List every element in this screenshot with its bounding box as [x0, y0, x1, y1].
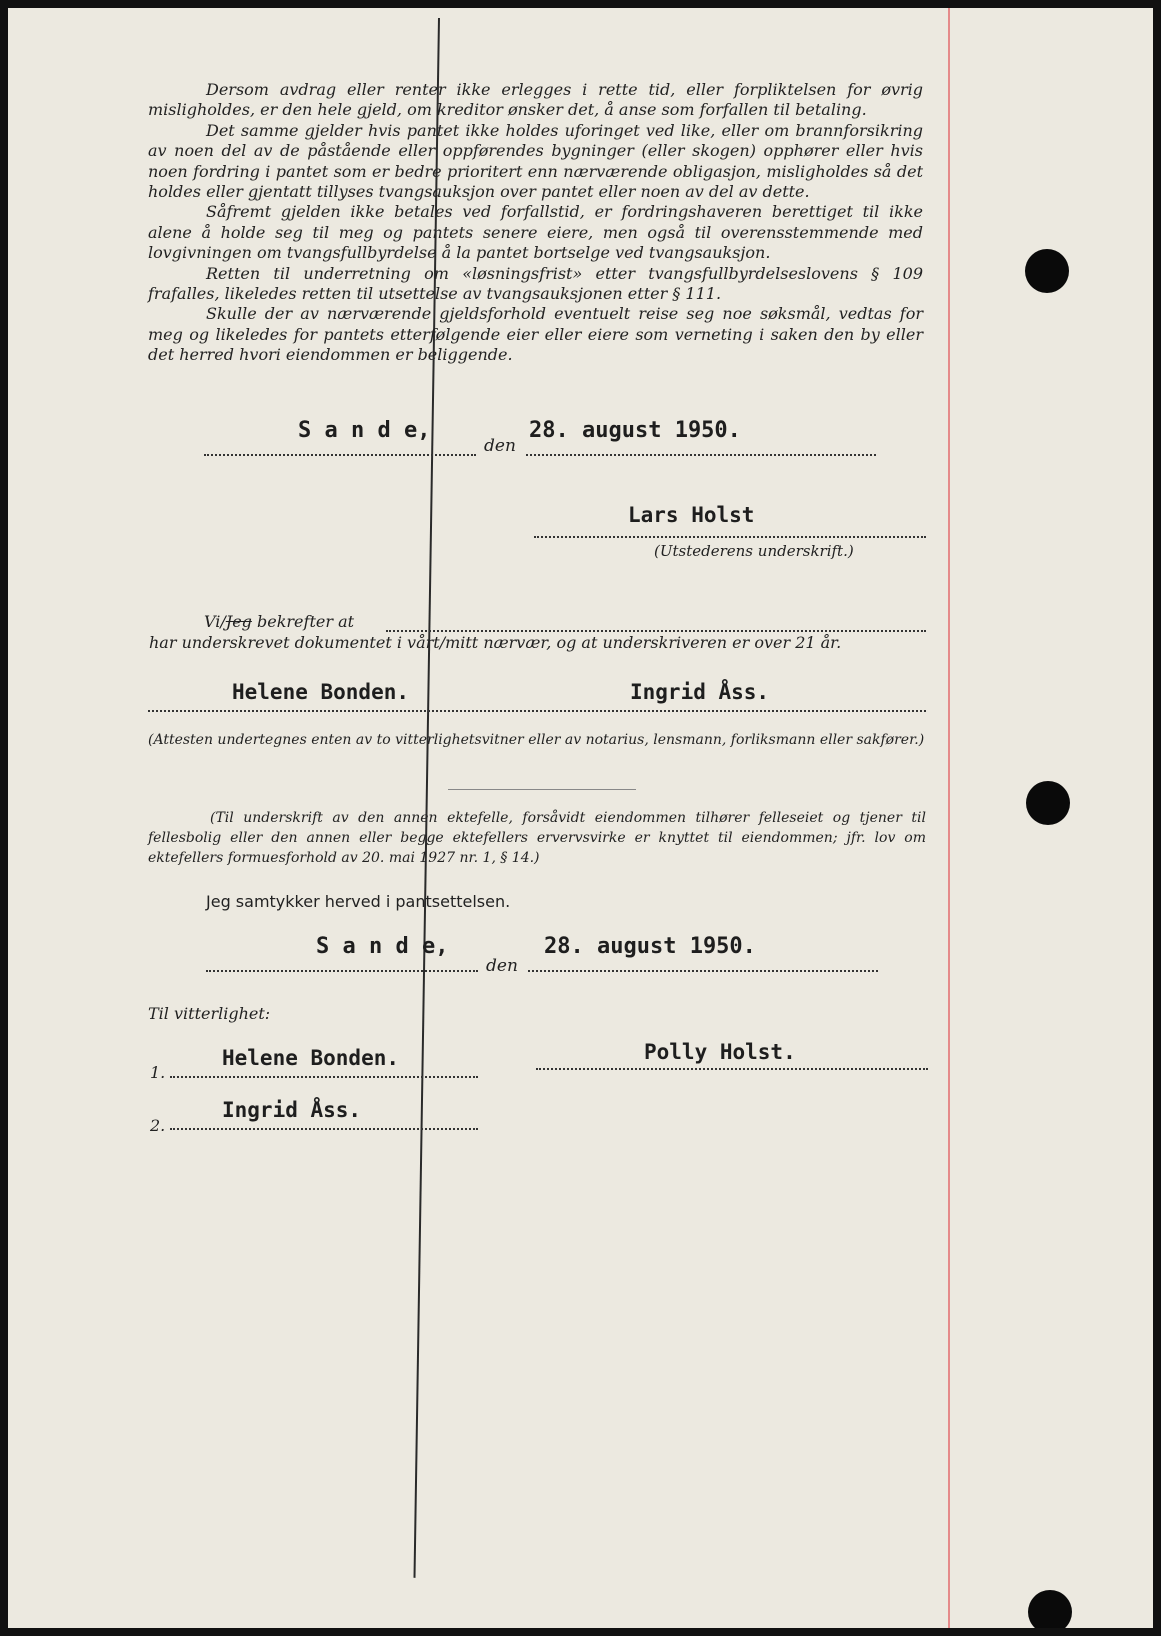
divider	[448, 789, 636, 790]
place-line	[206, 970, 478, 972]
spouse-consent: Jeg samtykker herved i pantsettelsen.	[206, 892, 511, 911]
witness-name-2: Ingrid Åss.	[222, 1098, 362, 1122]
jeg-struck: Jeg	[225, 612, 252, 631]
terms-paragraph-5: Skulle der av nærværende gjeldsforhold eventuelt reise seg noe søksmål, vedtas for meg og likeledes for pantets etterfølgende eier eller eiere som verneting i saken den by eller det herred hvori eiendommen er beliggende.	[148, 304, 923, 365]
place-2: S a n d e,	[316, 934, 449, 959]
bekrefter-label: bekrefter at	[251, 612, 355, 631]
attest-witness-1: Helene Bonden.	[232, 680, 410, 704]
terms-text	[148, 80, 923, 366]
date-line	[528, 970, 878, 972]
den-label-2: den	[486, 956, 518, 976]
terms-paragraph-2: Det samme gjelder hvis pantet ikke holdes uforinget ved like, eller om brannforsikring av noen del av de påstående eller oppførendes bygninger (eller skogen) opphører eller hvis noen fordring i pantet som er bedre prioritert enn nærværende obligasjon, misligholdes så det holdes eller gjentatt tillyses tvangsauksjon over pantet eller noen av del av dette.	[148, 120, 923, 202]
attest-witness-2: Ingrid Åss.	[630, 680, 770, 704]
spouse-signature: Polly Holst.	[644, 1040, 796, 1064]
attestation-note: (Attesten undertegnes enten av to vitterlighetsvitner eller av notarius, lensmann, forliksmann eller sakfører.)	[148, 732, 925, 748]
spouse-note: (Til underskrift av den annen ektefelle, forsåvidt eiendommen tilhører felleseiet og tjener til fellesbolig eller den annen eller begge ektefellers ervervsvirke er knyttet til eiendommen; jfr. lov om ektefellers formuesforhold av 20. mai 1927 nr. 1, § 14.)	[148, 810, 926, 866]
issuer-signature: Lars Holst	[628, 503, 755, 527]
punch-hole	[1028, 1590, 1072, 1628]
date-line	[526, 454, 876, 456]
witness-name-1: Helene Bonden.	[222, 1046, 400, 1070]
punch-hole	[1026, 781, 1070, 825]
place-line	[204, 454, 476, 456]
witness-line-1	[170, 1076, 478, 1078]
terms-paragraph-1: Dersom avdrag eller renter ikke erlegges i rette tid, eller forpliktelsen for øvrig misligholdes, er den hele gjeld, om kreditor ønsker det, å anse som forfallen til betaling.	[148, 80, 923, 120]
place-1: S a n d e,	[298, 418, 431, 443]
den-label-1: den	[484, 436, 516, 456]
witnesses-heading: Til vitterlighet:	[148, 1004, 271, 1023]
punch-hole	[1025, 249, 1069, 293]
witness-line-2	[170, 1128, 478, 1130]
date-1: 28. august 1950.	[529, 418, 741, 443]
witness-line	[148, 710, 926, 712]
spouse-signature-line	[536, 1068, 928, 1070]
signature-line	[534, 536, 926, 538]
red-margin-line	[948, 8, 950, 1628]
attestation-line-1	[204, 612, 354, 631]
terms-paragraph-3: Såfremt gjelden ikke betales ved forfallstid, er fordringshaveren berettiget til ikke alene å holde seg til meg og pantets senere eiere, men også til overensstemmende med lovgivningen om tvangsfullbyrdelse å la pantet bortselge ved tvangsauksjon.	[148, 202, 923, 263]
witness-number-1: 1.	[150, 1063, 166, 1082]
issuer-caption: (Utstederens underskrift.)	[654, 542, 854, 560]
attestation-line-2: har underskrevet dokumentet i vårt/mitt nærvær, og at underskriveren er over 21 år.	[149, 633, 842, 652]
attestation-line	[386, 630, 926, 632]
witness-number-2: 2.	[150, 1116, 166, 1135]
vi-label: Vi/	[204, 612, 226, 631]
document-page	[8, 8, 1153, 1628]
date-2: 28. august 1950.	[544, 934, 756, 959]
terms-paragraph-4: Retten til underretning om «løsningsfrist» etter tvangsfullbyrdelseslovens § 109 frafalles, likeledes retten til utsettelse av tvangsauksjonen etter § 111.	[148, 263, 923, 304]
